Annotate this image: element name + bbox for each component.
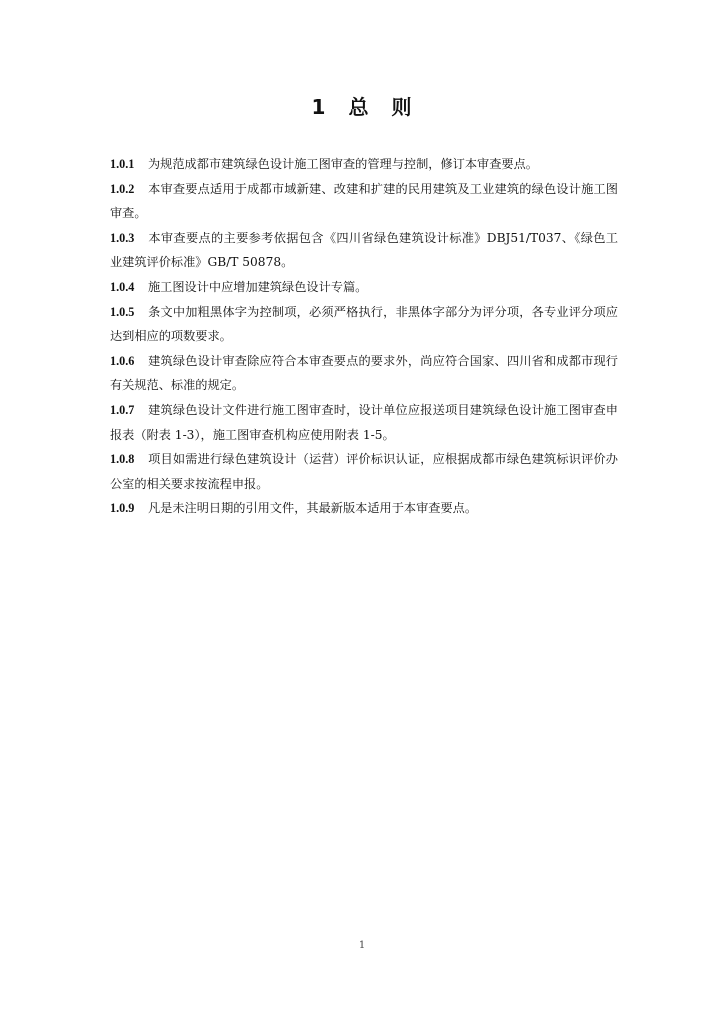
chapter-heading <box>0 94 724 120</box>
chapter-title-char-1: 总 <box>348 95 370 119</box>
clause-1-0-2 <box>110 177 618 226</box>
clause-1-0-6 <box>110 349 618 398</box>
clause-1-0-8 <box>110 447 618 496</box>
clause-text: 本审查要点的主要参考依据包含《四川省绿色建筑设计标准》DBJ51/T037、《绿色工业建筑评价标准》GB/T 50878。 <box>110 230 618 270</box>
chapter-title-char-2: 则 <box>391 95 413 119</box>
clause-number: 1.0.6 <box>110 353 135 368</box>
clause-1-0-9 <box>110 496 618 521</box>
clause-text: 施工图设计中应增加建筑绿色设计专篇。 <box>148 279 368 294</box>
clause-1-0-1 <box>110 152 618 177</box>
clause-text: 建筑绿色设计文件进行施工图审查时，设计单位应报送项目建筑绿色设计施工图审查申报表（附表 1-3），施工图审查机构应使用附表 1-5。 <box>110 402 618 442</box>
clause-text: 建筑绿色设计审查除应符合本审查要点的要求外，尚应符合国家、四川省和成都市现行有关规范、标准的规定。 <box>110 353 618 393</box>
clause-number: 1.0.5 <box>110 304 135 319</box>
chapter-number: 1 <box>311 95 327 119</box>
clause-text: 项目如需进行绿色建筑设计（运营）评价标识认证，应根据成都市绿色建筑标识评价办公室的相关要求按流程申报。 <box>110 452 618 491</box>
clause-text: 为规范成都市建筑绿色设计施工图审查的管理与控制，修订本审查要点。 <box>148 157 538 171</box>
clause-number: 1.0.1 <box>110 157 135 171</box>
clause-number: 1.0.3 <box>110 230 135 245</box>
clause-text: 本审查要点适用于成都市域新建、改建和扩建的民用建筑及工业建筑的绿色设计施工图审查。 <box>110 181 618 221</box>
clause-1-0-7 <box>110 398 618 447</box>
clause-text: 凡是未注明日期的引用文件，其最新版本适用于本审查要点。 <box>148 501 478 516</box>
clause-1-0-4 <box>110 275 618 300</box>
clause-number: 1.0.8 <box>110 452 135 467</box>
clause-number: 1.0.2 <box>110 181 135 196</box>
clause-number: 1.0.9 <box>110 501 135 516</box>
clause-list <box>110 152 618 521</box>
clause-text: 条文中加粗黑体字为控制项，必须严格执行，非黑体字部分为评分项，各专业评分项应达到相应的项数要求。 <box>110 304 618 344</box>
clause-number: 1.0.4 <box>110 279 135 294</box>
clause-number: 1.0.7 <box>110 402 135 417</box>
clause-1-0-3 <box>110 226 618 275</box>
page-number: 1 <box>358 940 366 951</box>
clause-1-0-5 <box>110 300 618 349</box>
